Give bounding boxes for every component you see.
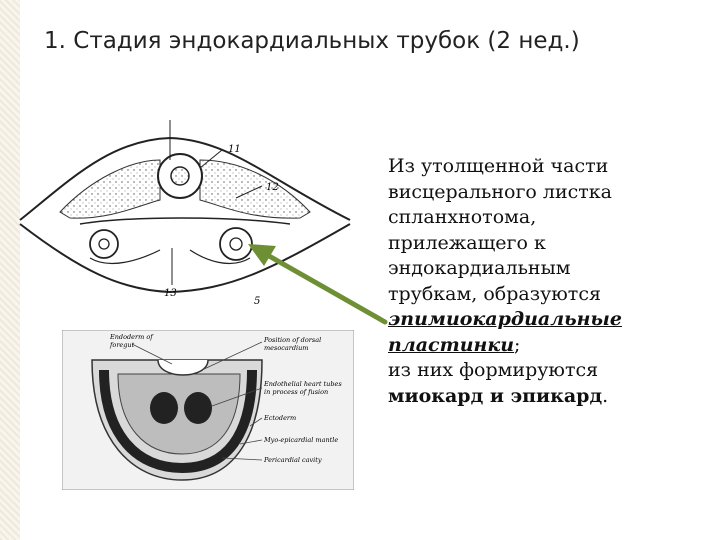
result-myocard-epicard: миокард и эпикард xyxy=(388,384,603,407)
label-dorsal-2: mesocardium xyxy=(264,344,309,352)
text-line-6: трубкам, образуются xyxy=(388,282,601,305)
label-myoepicardial: Myo-epicardial mantle xyxy=(264,436,339,444)
description-text xyxy=(388,154,688,409)
label-tubes-1: Endothelial heart tubes xyxy=(264,380,342,388)
label-11: 11 xyxy=(228,144,241,155)
term-plates: пластинки xyxy=(388,333,515,356)
text-line-1: Из утолщенной части xyxy=(388,155,609,177)
label-12: 12 xyxy=(266,182,279,193)
text-line-3: спланхнотома, xyxy=(388,206,537,228)
heart-tubes-fusion-figure xyxy=(62,330,354,490)
embryo-cross-section-figure xyxy=(0,120,370,320)
term-line-1 xyxy=(388,307,688,333)
label-endoderm-2: foregut xyxy=(110,341,135,349)
label-endoderm-1: Endoderm of xyxy=(110,333,153,341)
term-epimyocardial: эпимиокардиальные xyxy=(388,308,622,330)
result-suffix: . xyxy=(602,384,609,407)
label-tubes-2: in process of fusion xyxy=(264,388,329,396)
text-line-2: висцерального листка xyxy=(388,180,612,203)
term-suffix: ; xyxy=(514,333,521,356)
label-dorsal-1: Position of dorsal xyxy=(264,336,322,344)
label-ectoderm: Ectoderm xyxy=(264,414,297,422)
text-line-4: прилежащего к xyxy=(388,231,546,254)
label-pericardial: Pericardial cavity xyxy=(264,456,322,464)
result-line xyxy=(388,384,688,410)
term-line-2 xyxy=(388,333,688,359)
slide-title: 1. Стадия эндокардиальных трубок (2 нед.) xyxy=(44,28,580,54)
text-line-8: из них формируются xyxy=(388,359,599,381)
label-13: 13 xyxy=(164,288,177,299)
label-5: 5 xyxy=(254,296,261,307)
text-line-5: эндокардиальным xyxy=(388,257,571,279)
